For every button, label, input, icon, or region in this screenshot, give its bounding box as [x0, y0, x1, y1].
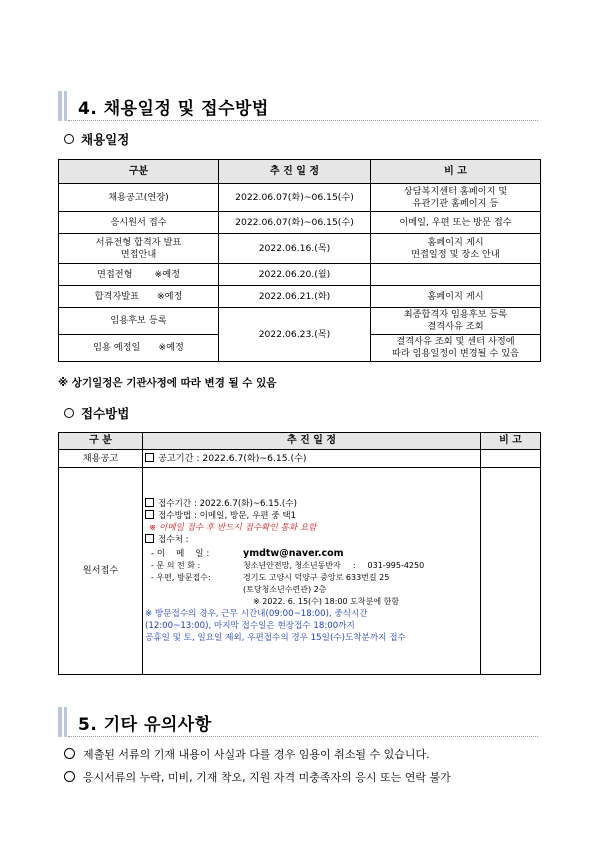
cell-note: [371, 308, 541, 335]
email-warning: ※ 이메일 접수 후 반드시 접수확인 통화 요함: [149, 523, 317, 533]
cell-date: 2022.06.20.(월): [219, 264, 371, 286]
table-row: [59, 264, 541, 286]
header-cell: 비 고: [371, 160, 541, 184]
checkbox-square-icon: [145, 534, 154, 543]
heading-rule: [68, 120, 538, 121]
section-5-header: [58, 707, 538, 737]
cell-category: [59, 286, 219, 308]
heading-accent-bar: [58, 707, 62, 737]
cell-note: [371, 335, 541, 362]
category-text: 면접전형: [97, 268, 133, 280]
mail-label: - 우편, 방문접수:: [151, 573, 211, 582]
method-line: [145, 510, 478, 522]
cell-category: 응시원서 접수: [59, 212, 219, 234]
heading-rule: [68, 736, 538, 737]
cell-category: 채용공고: [59, 450, 143, 468]
cell-content: [143, 450, 481, 468]
deadline-note: ※ 2022. 6. 15(수) 18:00 도착분에 한함: [253, 597, 400, 606]
phone-separator: :: [352, 561, 356, 570]
note-line: 결격사유 조회: [427, 321, 484, 332]
note-line: 홈페이지 게시: [427, 236, 484, 248]
cell-category: 원서접수: [59, 468, 143, 675]
schedule-table: [58, 159, 541, 362]
table-header-row: [59, 433, 541, 450]
cell-category: [59, 234, 219, 264]
cell-category: [59, 264, 219, 286]
circle-bullet-icon: [64, 134, 74, 144]
category-text: 합격자발표: [94, 290, 139, 302]
address-line-2: (토당청소년수련관) 2층: [243, 585, 327, 594]
dest-text: 접수처 :: [158, 535, 189, 545]
reception-heading-text: 접수방법: [81, 406, 130, 421]
header-cell: 비 고: [481, 433, 541, 450]
list-item: [64, 746, 430, 762]
category-line: 서류전형 합격자 발표: [95, 236, 182, 248]
cell-category: 임용후보 등록: [59, 308, 219, 335]
header-cell: 구 분: [59, 433, 143, 450]
cell-date: 2022.06.21.(화): [219, 286, 371, 308]
cell-date: 2022.06.16.(목): [219, 234, 371, 264]
address-line: 경기도 고양시 덕양구 중앙로 633번길 25: [243, 573, 390, 582]
visit-note-line: 공휴일 및 토, 일요일 제외, 우편접수의 경우 15일(수)도착분까지 접수: [145, 633, 406, 643]
notice-text: 제출된 서류의 기재 내용이 사실과 다를 경우 임용이 취소될 수 있습니다.: [83, 748, 430, 761]
note-line: 따라 임용일정이 변경될 수 있음: [391, 348, 520, 359]
cell-date: 2022.06.07(화)~06.15(수): [219, 212, 371, 234]
period-text: 접수기간 : 2022.6.7(화)~6.15.(수): [158, 499, 297, 509]
checkbox-square-icon: [145, 510, 154, 519]
circle-bullet-icon: [64, 748, 75, 759]
planned-mark: ※예정: [156, 290, 183, 302]
visit-note-line: ※ 방문접수의 경우, 근무 시간내(09:00~18:00), 중식시간: [145, 609, 368, 619]
section-4-title: 4. 채용일정 및 접수방법: [78, 99, 269, 119]
schedule-heading-text: 채용일정: [81, 132, 130, 147]
cell-note: 홈페이지 게시: [371, 286, 541, 308]
circle-bullet-icon: [64, 408, 74, 418]
heading-accent-bar: [58, 91, 62, 121]
cell-date: 2022.06.23.(목): [219, 308, 371, 362]
method-text: 접수방법 : 이메일, 방문, 우편 중 택1: [158, 511, 297, 521]
cell-category: 채용공고(연장): [59, 184, 219, 212]
phone-org: 청소년안전망, 청소년동반자: [243, 561, 341, 570]
notice-period: 공고기간 : 2022.6.7(화)~6.15.(수): [158, 452, 307, 464]
header-cell: 구분: [59, 160, 219, 184]
period-line: [145, 498, 478, 510]
cell-category: [59, 335, 219, 362]
table-row: [59, 308, 541, 335]
section-4-header: [58, 91, 538, 121]
table-row: [59, 212, 541, 234]
checkbox-square-icon: [145, 498, 154, 507]
note-line: 최종합격자 임용후보 등록: [403, 309, 508, 320]
header-cell: 추 진 일 정: [143, 433, 481, 450]
reception-heading: [64, 404, 129, 422]
category-line: 면접안내: [120, 248, 157, 260]
planned-mark: ※예정: [154, 268, 180, 280]
cell-note: [371, 234, 541, 264]
checkbox-square-icon: [145, 453, 154, 462]
table-row: [59, 450, 541, 468]
email-line: [145, 548, 478, 560]
planned-mark: ※예정: [158, 342, 184, 353]
phone-line: [145, 560, 478, 572]
reception-table: [58, 432, 541, 675]
cell-note: [371, 184, 541, 212]
mail-line: [145, 572, 478, 584]
cell-date: 2022.06.07(화)~06.15(수): [219, 184, 371, 212]
heading-accent-bar: [64, 91, 67, 121]
cell-note: 이메일, 우편 또는 방문 접수: [371, 212, 541, 234]
visit-note-line: (12:00~13:00), 마지막 접수일은 현장접수 18:00까지: [145, 621, 355, 631]
table-header-row: [59, 160, 541, 184]
table-row: [59, 184, 541, 212]
list-item: [64, 769, 451, 785]
header-cell: 추 진 일 정: [219, 160, 371, 184]
note-line: 면접일정 및 장소 안내: [411, 248, 500, 260]
cell-note: [371, 264, 541, 286]
note-line: 유관기관 홈페이지 등: [412, 197, 499, 209]
category-text: 임용 예정일: [93, 342, 141, 353]
cell-note: [481, 468, 541, 675]
schedule-footnote: ※ 상기일정은 기관사정에 따라 변경 될 수 있음: [58, 377, 277, 389]
email-address: ymdtw@naver.com: [243, 548, 344, 559]
circle-bullet-icon: [64, 771, 75, 782]
table-row: [59, 286, 541, 308]
section-5-title: 5. 기타 유의사항: [78, 715, 212, 735]
notice-text: 응시서류의 누락, 미비, 기재 착오, 지원 자격 미충족자의 응시 또는 연락 불가: [83, 771, 451, 784]
cell-note: [481, 450, 541, 468]
dest-line: [145, 534, 478, 546]
heading-accent-bar: [64, 707, 67, 737]
phone-number: 031-995-4250: [367, 561, 425, 570]
table-row: [59, 234, 541, 264]
phone-label: - 문 의 전 화 :: [151, 561, 201, 570]
note-line: 결격사유 조회 및 센터 사정에: [396, 336, 515, 347]
cell-content: [143, 468, 481, 675]
table-row: [59, 468, 541, 675]
note-line: 상담복지센터 홈페이지 및: [403, 185, 508, 197]
schedule-heading: [64, 130, 129, 148]
email-label: - 이 메 일 :: [151, 549, 210, 559]
